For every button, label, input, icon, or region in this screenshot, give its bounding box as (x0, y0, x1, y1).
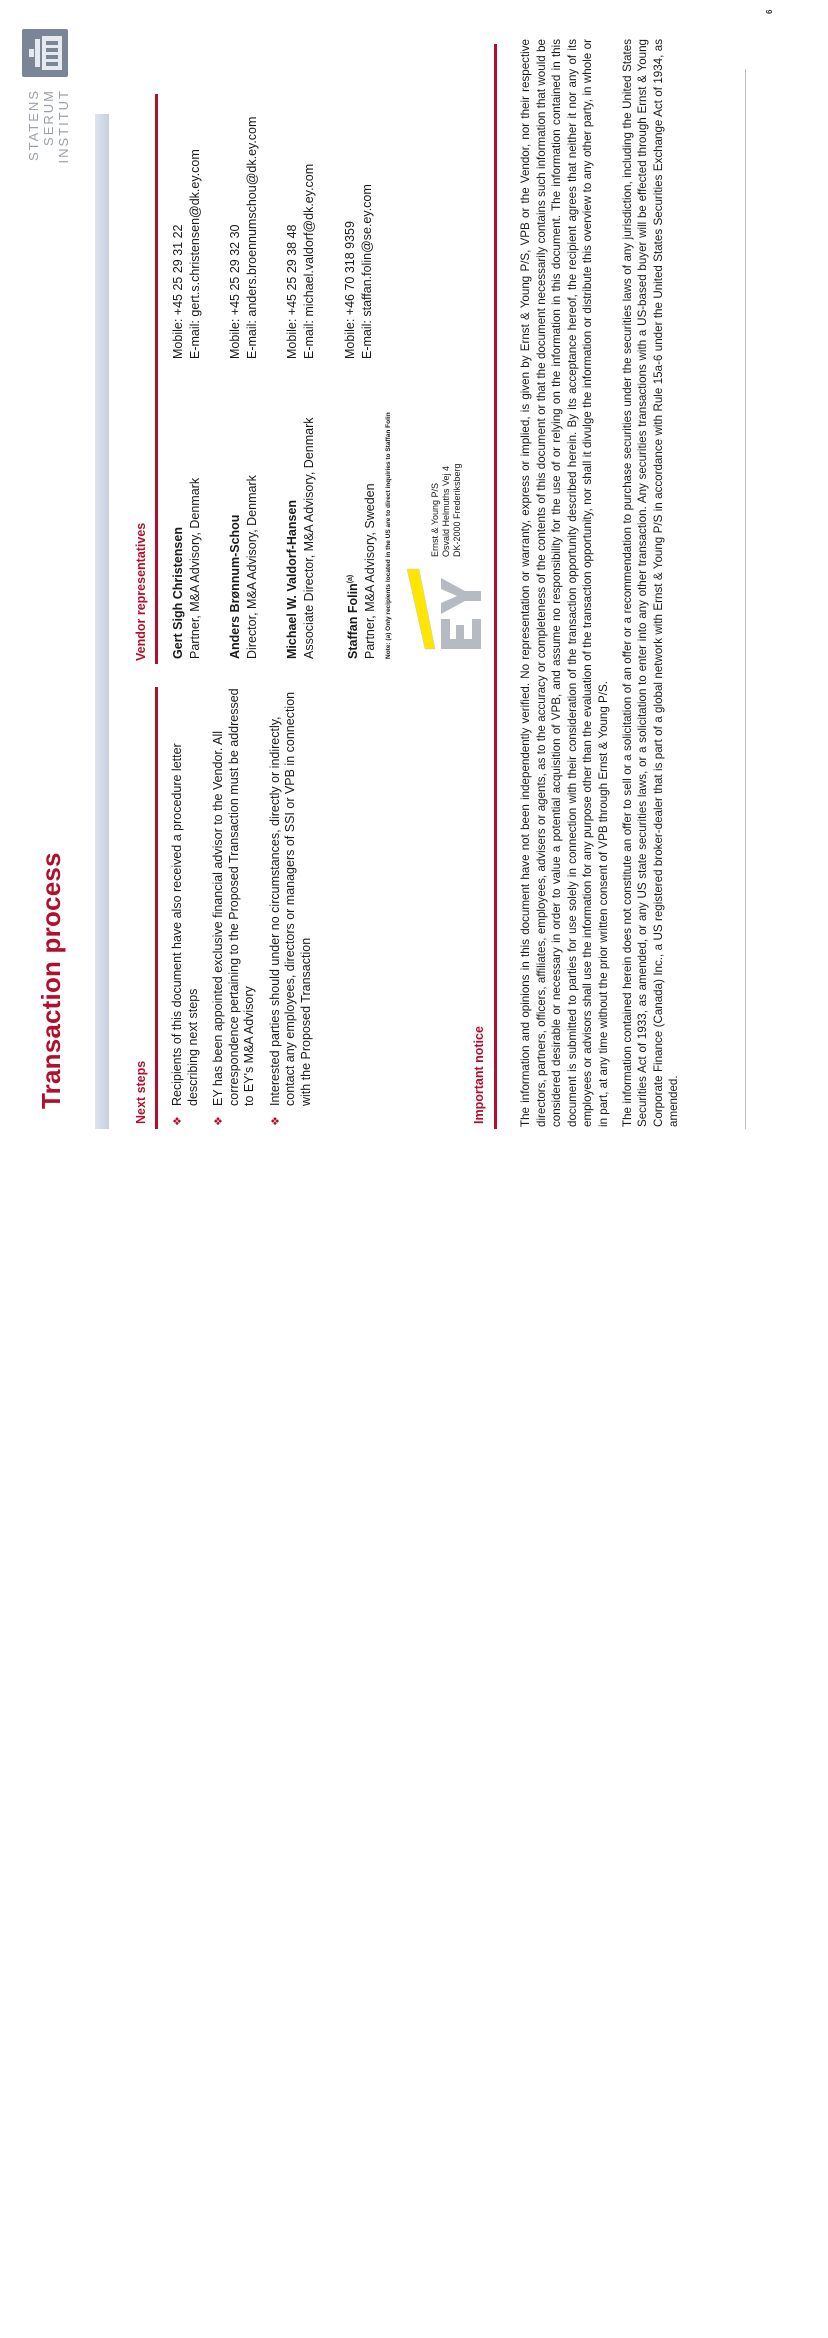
rep-email: E-mail: michael.valdorf@dk.ey.com (302, 163, 316, 359)
rep-footnote: Note: (a) Only recipients located in the US are to direct inquiries to Staffan Folin (385, 412, 392, 659)
next-steps-list (170, 686, 324, 1126)
rep-2-contact (227, 59, 261, 359)
rep-title: Partner, M&A Advisory, Denmark (188, 477, 202, 659)
rep-mobile: Mobile: +46 70 318 9359 (343, 221, 357, 359)
ssi-logo-text: STATENS SERUM INSTITUT (26, 89, 71, 164)
title-bar (95, 114, 109, 1129)
rep-email: E-mail: anders.broennumschou@dk.ey.com (245, 116, 259, 359)
notice-paragraph: The information and opinions in this document have not been independently verified. No representation or warranty, express or implied, is given by Ernst & Young P/S, VPB or the Vendor, nor their respective directors, partners, officers, affiliates, employees, advisers or agents, as to the accuracy or completeness of the contents of this document or that the document necessarily contains such information that would be considered desirable or necessary in order to value a potential acquisition of VPB, and assume no responsibility for the use of or relying on the information in this document. The information contained in this document is submitted to parties for use solely in connection with their consideration of the transaction opportunity described herein. By its acceptance hereof, the recipient agrees that neither it nor any of its employees or advisors shall use the information for any purpose other than the evaluation of the transaction opportunity, nor shall it divulge the information or distribute this overview to any other party, in whole or in part, at any time without the prior written consent of VPB through Ernst & Young P/S. (519, 39, 610, 1127)
page-title: Transaction process (36, 852, 66, 1109)
page-number: 6 (765, 9, 774, 14)
ssi-building-icon (22, 29, 68, 77)
rep-1 (170, 359, 204, 659)
rep-mobile: Mobile: +45 25 29 32 30 (228, 224, 242, 359)
next-steps-heading: Next steps (134, 1060, 148, 1124)
diamond-bullet-icon: ❖ (269, 1116, 282, 1126)
rep-name: Anders Brønnum-Schou (228, 514, 242, 659)
rep-2 (227, 359, 261, 659)
notice-paragraph: The information contained herein does not constitute an offer to sell or a solicitation of an offer or a recommendation to purchase securities under the securities laws of any jurisdiction, including the United States Securities Act of 1933, as amended, or any US state securities laws, or a solicitation to enter into any other transaction. Any securities transactions with a US-based buyer will be effected through Ernst & Young Corporate Finance (Canada) Inc., a US registered broker-dealer that is part of a global network with Ernst & Young P/S in accordance with Rule 15a-6 under the United States Securities Exchange Act of 1934, as amended. (620, 39, 681, 1127)
diamond-bullet-icon: ❖ (213, 1116, 225, 1126)
rep-title: Partner, M&A Advisory, Sweden (363, 483, 378, 659)
list-item: ❖ Interested parties should under no circumstances, directly or indirectly, contact any employees, directors or managers of SSI or VPB in connection with the Proposed Transaction (267, 691, 313, 1126)
next-steps-rule (155, 687, 158, 1129)
vendor-reps-rule (155, 94, 158, 664)
list-item: ❖ Recipients of this document have also received a procedure letter describing next steps (170, 743, 200, 1126)
rep-4 (342, 359, 379, 659)
ey-logo-icon (405, 564, 485, 654)
list-item: ❖ EY has been appointed exclusive financial advisor to the Vendor. All correspondence pertaining to the Proposed Transaction must be addressed to EY's M&A Advisory (211, 688, 256, 1126)
rep-name: Michael W. Valdorf-Hansen (285, 499, 299, 659)
rep-name: Gert Sigh Christensen (171, 527, 185, 659)
rep-3-contact (284, 59, 318, 359)
important-notice-rule (494, 44, 497, 1129)
rep-name: Staffan Folin$^{(a)}$ (346, 574, 361, 659)
footer-rule (745, 69, 746, 1129)
diamond-bullet-icon: ❖ (172, 1116, 184, 1126)
vendor-reps-heading: Vendor representatives (134, 522, 148, 661)
rep-4-contact (342, 59, 376, 359)
rep-email: E-mail: staffan.folin@se.ey.com (360, 184, 374, 359)
important-notice-body (518, 39, 690, 1127)
important-notice-heading: Important notice (472, 1026, 486, 1124)
ey-address: Ernst & Young P/S Osvald Helmuths Vej 4 DK-2000 Frederiksberg (430, 463, 462, 557)
rep-3 (284, 359, 318, 659)
rep-email: E-mail: gert.s.christensen@dk.ey.com (188, 149, 202, 359)
rep-1-contact (170, 59, 204, 359)
ey-logo (405, 564, 485, 654)
rep-title: Associate Director, M&A Advisory, Denmark (302, 417, 316, 659)
rep-mobile: Mobile: +45 25 29 38 48 (285, 224, 299, 359)
rep-title: Director, M&A Advisory, Denmark (245, 475, 259, 659)
rep-mobile: Mobile: +45 25 29 31 22 (171, 224, 185, 359)
ssi-logo (10, 29, 100, 164)
